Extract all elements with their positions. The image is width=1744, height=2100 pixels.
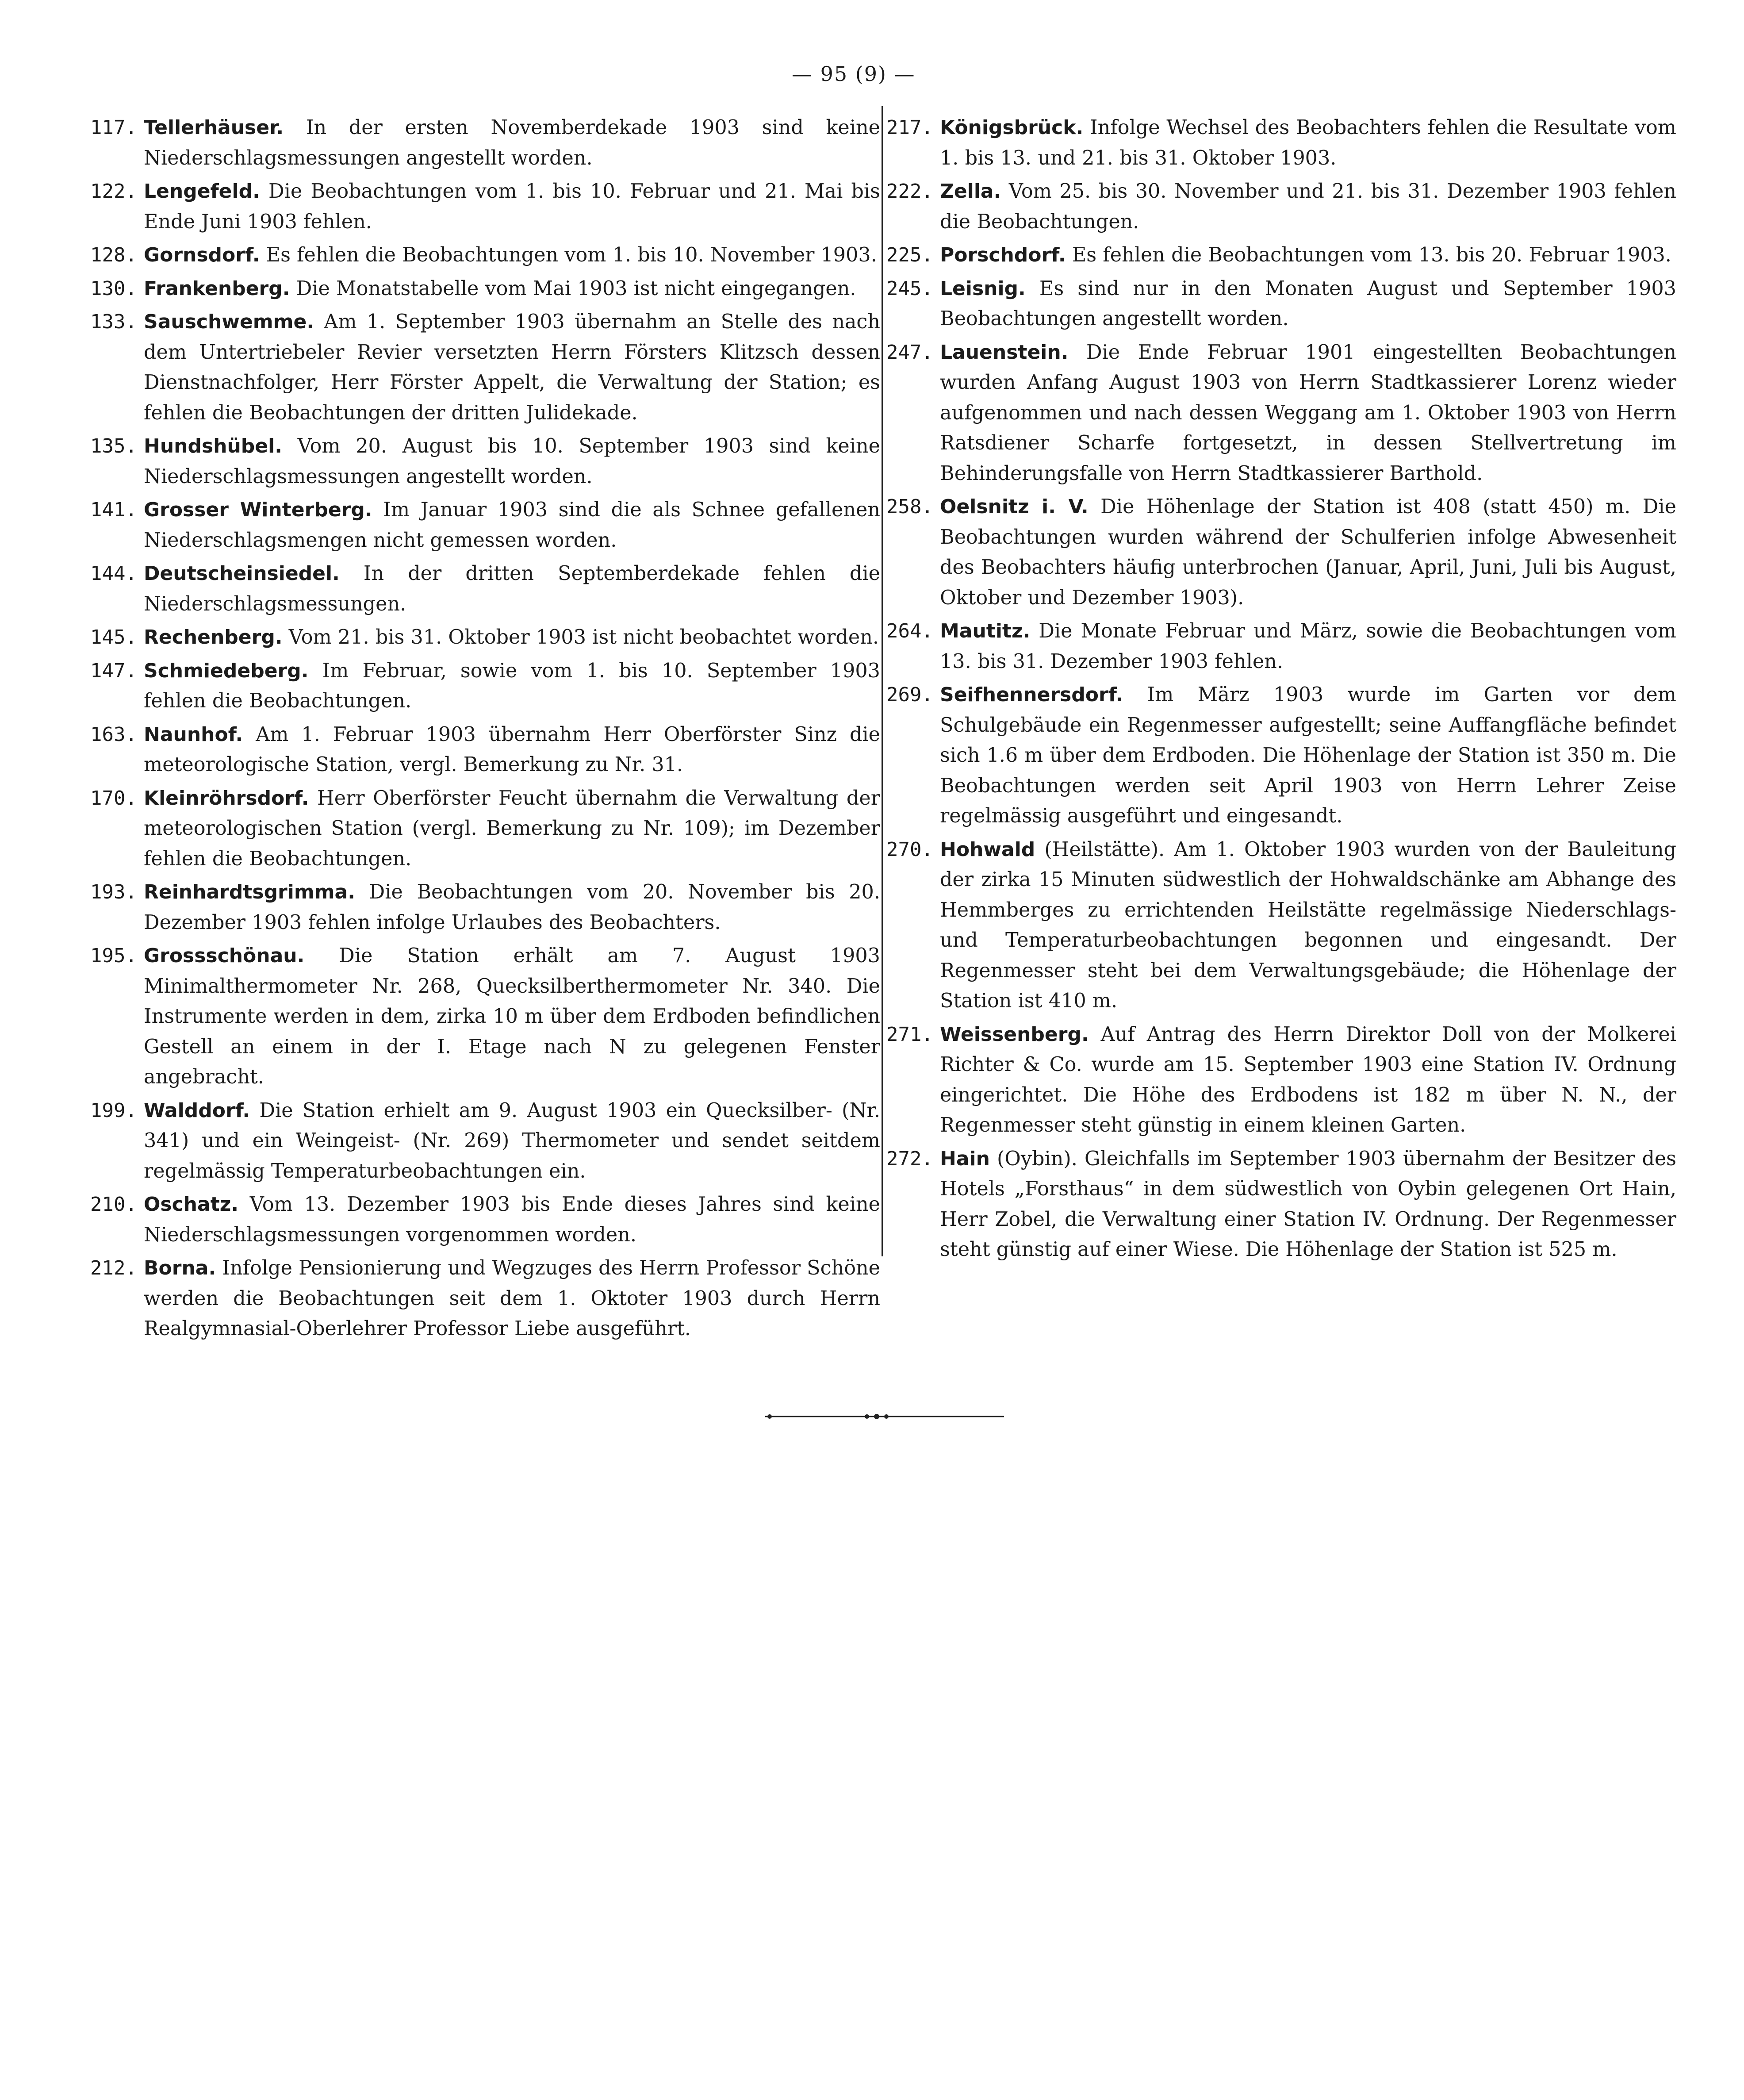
station-number: 264. [886,620,933,642]
station-name: Grosser Winterberg. [144,499,372,521]
station-name: Leisnig. [940,277,1026,300]
station-note [886,680,1676,832]
station-remark: Die Monatstabelle vom Mai 1903 ist nicht eingegangen. [296,277,856,300]
station-number: 144. [90,562,137,585]
station-note [886,274,1676,334]
station-note [886,835,1676,1017]
station-note [90,431,880,492]
station-remark: Infolge Wechsel des Beobachters fehlen die Resultate vom 1. bis 13. und 21. bis 31. Oktober 1903. [940,116,1676,169]
station-name: Gornsdorf. [144,244,260,266]
station-remark: (Heilstätte). Am 1. Oktober 1903 wurden von der Bauleitung der zirka 15 Minuten südwestlich der Hohwaldschänke am Abhange des Hemmberges zu errichtenden Heilstätte regelmässige Niederschlags- und Temperaturbeobachtungen begonnen und eingesandt. Der Regenmesser steht bei dem Verwaltungsgebäude; die Höhenlage der Station ist 410 m. [940,838,1676,1012]
station-note [90,1253,880,1344]
station-remark: Vom 21. bis 31. Oktober 1903 ist nicht beobachtet worden. [288,626,879,649]
station-name: Porschdorf. [940,244,1066,266]
station-note [90,1096,880,1187]
station-note [90,656,880,717]
station-name: Walddorf. [144,1099,250,1122]
station-note [90,559,880,619]
station-name: Königsbrück. [940,116,1084,139]
station-remark: Auf Antrag des Herrn Direktor Doll von der Molkerei Richter & Co. wurde am 15. September 1903 eine Station IV. Ordnung eingerichtet. Die Höhe des Erdbodens ist 182 m über N. N., der Regenmesser steht günstig in einem kleinen Garten. [940,1023,1676,1136]
station-number: 147. [90,659,137,682]
station-note [90,783,880,875]
station-name: Hain [940,1147,990,1170]
station-remark: Die Station erhielt am 9. August 1903 ein Quecksilber- (Nr. 341) und ein Weingeist- (Nr. 269) Thermometer und sendet seitdem regelmässig Temperaturbeobachtungen ein. [144,1099,880,1182]
station-number: 145. [90,626,137,649]
end-ornament-rule [761,1411,1008,1422]
station-remark: Die Höhenlage der Station ist 408 (statt 450) m. Die Beobachtungen wurden während der Schulferien infolge Abwesenheit des Beobachters häufig unterbrochen (Januar, April, Juni, Juli bis August, Oktober und Dezember 1903). [940,495,1676,609]
station-number: 245. [886,277,933,300]
station-number: 217. [886,116,933,139]
station-number: 199. [90,1099,137,1122]
station-name: Rechenberg. [144,626,283,649]
station-name: Hohwald [940,838,1035,861]
station-note [90,1190,880,1250]
station-number: 271. [886,1023,933,1046]
station-number: 170. [90,787,137,810]
station-note [90,720,880,780]
station-number: 222. [886,180,933,203]
station-remark: Am 1. September 1903 übernahm an Stelle des nach dem Untertriebeler Revier versetzten Herrn Försters Klitzsch dessen Dienstnachfolger, Herr Förster Appelt, die Verwaltung der Station; es fehlen die Beobachtungen der dritten Julidekade. [144,311,880,424]
station-number: 193. [90,881,137,903]
station-name: Deutscheinsiedel. [144,562,340,585]
station-remark: Es fehlen die Beobachtungen vom 1. bis 10. November 1903. [266,244,877,266]
station-note [90,941,880,1093]
station-note [90,177,880,237]
station-remark: Die Beobachtungen vom 1. bis 10. Februar und 21. Mai bis Ende Juni 1903 fehlen. [144,180,880,233]
station-name: Mautitz. [940,620,1031,642]
station-note [886,240,1676,271]
station-number: 128. [90,244,137,266]
right-column [886,113,1676,1268]
station-number: 269. [886,683,933,706]
station-name: Hundshübel. [144,435,282,457]
station-remark: Die Ende Februar 1901 eingestellten Beobachtungen wurden Anfang August 1903 von Herrn Stadtkassierer Lorenz wieder aufgenommen und nach dessen Weggang am 1. Oktober 1903 von Herrn Ratsdiener Scharfe fortgesetzt, in dessen Stellvertretung im Behinderungsfalle von Herrn Stadtkassierer Barthold. [940,341,1676,485]
station-remark: Die Station erhält am 7. August 1903 Minimalthermometer Nr. 268, Quecksilberthermometer Nr. 340. Die Instrumente werden in dem, zirka 10 m über dem Erdboden befindlichen Gestell an einem in der I. Etage nach N zu gelegenen Fenster angebracht. [144,944,880,1088]
station-name: Frankenberg. [144,277,290,300]
station-name: Tellerhäuser. [144,116,284,139]
station-remark: (Oybin). Gleichfalls im September 1903 übernahm der Besitzer des Hotels „Forsthaus“ in dem südwestlich von Oybin gelegenen Ort Hain, Herr Zobel, die Verwaltung einer Station IV. Ordnung. Der Regenmesser steht günstig auf einer Wiese. Die Höhenlage der Station ist 525 m. [940,1147,1676,1261]
station-remark: Am 1. Februar 1903 übernahm Herr Oberförster Sinz die meteorologische Station, vergl. Bemerkung zu Nr. 31. [144,723,880,776]
station-name: Weissenberg. [940,1023,1089,1046]
station-note [90,274,880,304]
station-number: 122. [90,180,137,203]
station-number: 225. [886,244,933,266]
station-name: Reinhardtsgrimma. [144,881,355,903]
station-name: Sauschwemme. [144,311,314,333]
station-remark: Vom 25. bis 30. November und 21. bis 31. Dezember 1903 fehlen die Beobachtungen. [940,180,1676,233]
station-remark: Vom 20. August bis 10. September 1903 sind keine Niederschlagsmessungen angestellt worden. [144,435,880,488]
station-number: 210. [90,1193,137,1216]
station-remark: Die Beobachtungen vom 20. November bis 20. Dezember 1903 fehlen infolge Urlaubes des Beobachters. [144,881,880,934]
station-name: Oelsnitz i. V. [940,495,1089,518]
station-number: 195. [90,944,137,967]
station-note [886,492,1676,613]
station-name: Lauenstein. [940,341,1069,364]
station-number: 247. [886,341,933,364]
station-number: 163. [90,723,137,746]
station-note [886,113,1676,173]
station-number: 272. [886,1147,933,1170]
station-name: Lengefeld. [144,180,260,203]
station-remark: Infolge Pensionierung und Wegzuges des Herrn Professor Schöne werden die Beobachtungen seit dem 1. Oktoter 1903 durch Herrn Realgymnasial-Oberlehrer Professor Liebe ausgeführt. [144,1257,880,1340]
station-remark: Im Januar 1903 sind die als Schnee gefallenen Niederschlagsmengen nicht gemessen worden. [144,499,880,552]
station-name: Grossschönau. [144,944,305,967]
station-remark: Es sind nur in den Monaten August und September 1903 Beobachtungen angestellt worden. [940,277,1676,330]
station-note [90,307,880,428]
station-number: 212. [90,1257,137,1279]
station-remark: In der dritten Septemberdekade fehlen die Niederschlagsmessungen. [144,562,880,615]
station-name: Kleinröhrsdorf. [144,787,309,810]
station-remark: Es fehlen die Beobachtungen vom 13. bis 20. Februar 1903. [1072,244,1671,266]
station-name: Naunhof. [144,723,243,746]
station-note [886,1144,1676,1265]
station-number: 141. [90,499,137,521]
station-name: Oschatz. [144,1193,239,1216]
station-note [886,338,1676,489]
station-number: 258. [886,495,933,518]
station-remark: Im Februar, sowie vom 1. bis 10. September 1903 fehlen die Beobachtungen. [144,659,880,712]
station-note [90,240,880,271]
station-name: Borna. [144,1257,216,1279]
station-note [886,177,1676,237]
station-number: 133. [90,311,137,333]
station-remark: Im März 1903 wurde im Garten vor dem Schulgebäude ein Regenmesser aufgestellt; seine Auffangfläche befindet sich 1.6 m über dem Erdboden. Die Höhenlage der Station ist 350 m. Die Beobachtungen werden seit April 1903 von Herrn Lehrer Zeise regelmässig ausgeführt und eingesandt. [940,683,1676,827]
station-remark: In der ersten Novemberdekade 1903 sind keine Niederschlagsmessungen angestellt worden. [144,116,880,169]
station-number: 117. [90,116,137,139]
station-note [90,113,880,173]
station-note [886,616,1676,677]
station-number: 270. [886,838,933,861]
station-name: Zella. [940,180,1001,203]
station-remark: Die Monate Februar und März, sowie die Beobachtungen vom 13. bis 31. Dezember 1903 fehlen. [940,620,1676,673]
station-name: Schmiedeberg. [144,659,309,682]
page-number-header: — 95 (9) — [792,62,916,86]
station-note [886,1020,1676,1141]
station-note [90,877,880,938]
station-remark: Vom 13. Dezember 1903 bis Ende dieses Jahres sind keine Niederschlagsmessungen vorgenommen worden. [144,1193,880,1246]
station-note [90,495,880,556]
station-number: 135. [90,435,137,457]
station-remark: Herr Oberförster Feucht übernahm die Verwaltung der meteorologischen Station (vergl. Bemerkung zu Nr. 109); im Dezember fehlen die Beobachtungen. [144,787,880,870]
station-number: 130. [90,277,137,300]
left-column [90,113,880,1348]
station-name: Seifhennersdorf. [940,683,1123,706]
station-note [90,622,880,653]
